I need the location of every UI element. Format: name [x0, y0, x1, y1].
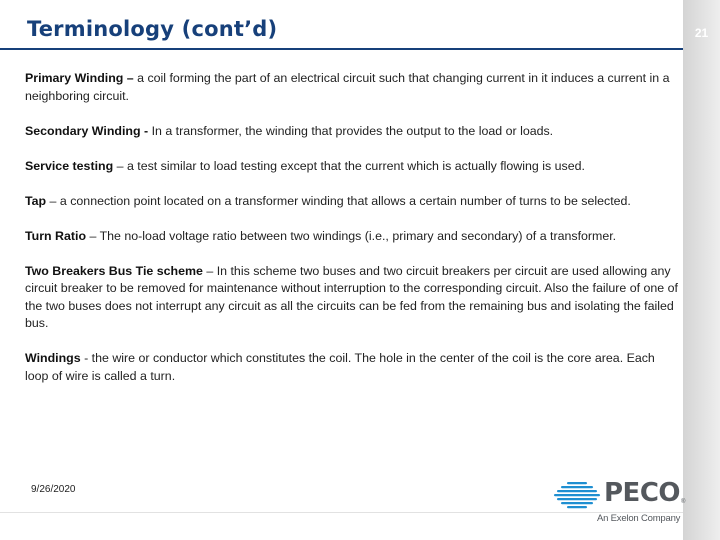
definition-text: The no-load voltage ratio between two windings (i.e., primary and secondary) of a transformer. [99, 228, 617, 243]
term: Two Breakers Bus Tie scheme [25, 263, 203, 278]
term: Tap [25, 193, 47, 208]
definition-text: In a transformer, the winding that provides the output to the load or loads. [151, 123, 554, 138]
separator: – [123, 71, 138, 85]
definition-secondary-winding [25, 123, 680, 141]
definition-primary-winding [25, 70, 680, 105]
separator: - [140, 123, 152, 138]
title-divider [0, 48, 720, 50]
definition-service-testing [25, 158, 680, 176]
term: Service testing [25, 158, 114, 173]
peco-mark-icon [553, 480, 603, 510]
definition-text: a test similar to load testing except that the current which is actually flowing is used. [126, 158, 585, 173]
terminology-list [25, 70, 680, 403]
right-sidebar [683, 0, 720, 540]
term: Turn Ratio [25, 228, 87, 243]
separator: – [86, 228, 100, 243]
term: Primary Winding [25, 71, 124, 85]
term: Secondary Winding [25, 123, 141, 138]
definition-tap [25, 193, 680, 211]
logo-tagline: An Exelon Company [597, 513, 681, 524]
peco-logo [553, 478, 688, 528]
separator: – [202, 263, 217, 278]
definition-two-breakers-bus-tie [25, 263, 680, 333]
term: Windings [25, 351, 81, 365]
separator: - [80, 351, 92, 365]
definition-turn-ratio [25, 228, 680, 246]
page-number: 21 [694, 26, 709, 40]
logo-registered-mark: ® [681, 499, 686, 505]
definition-text: In this scheme two buses and two circuit breakers per circuit are used allowing any circuit breaker to be removed for maintenance without interruption to the corresponding circuit. Also the failure of one of the two buses does not interrupt any circuit as all the circuits can be fed from the remaining bus and isolating the failed bus. [25, 263, 678, 330]
definition-text: a coil forming the part of an electrical circuit such that changing current in it induces a current in a neighboring circuit. [25, 71, 670, 103]
definition-text: a connection point located on a transformer winding that allows a certain number of turns to be selected. [59, 193, 631, 208]
definition-text: the wire or conductor which constitutes the coil. The hole in the center of the coil is the core area. Each loop of wire is called a turn. [25, 351, 655, 383]
logo-wordmark: PECO [604, 478, 680, 508]
slide-title: Terminology (cont’d) [27, 17, 278, 41]
definition-windings [25, 350, 680, 385]
separator: – [113, 158, 127, 173]
separator: – [46, 193, 60, 208]
slide-date: 9/26/2020 [31, 484, 76, 495]
